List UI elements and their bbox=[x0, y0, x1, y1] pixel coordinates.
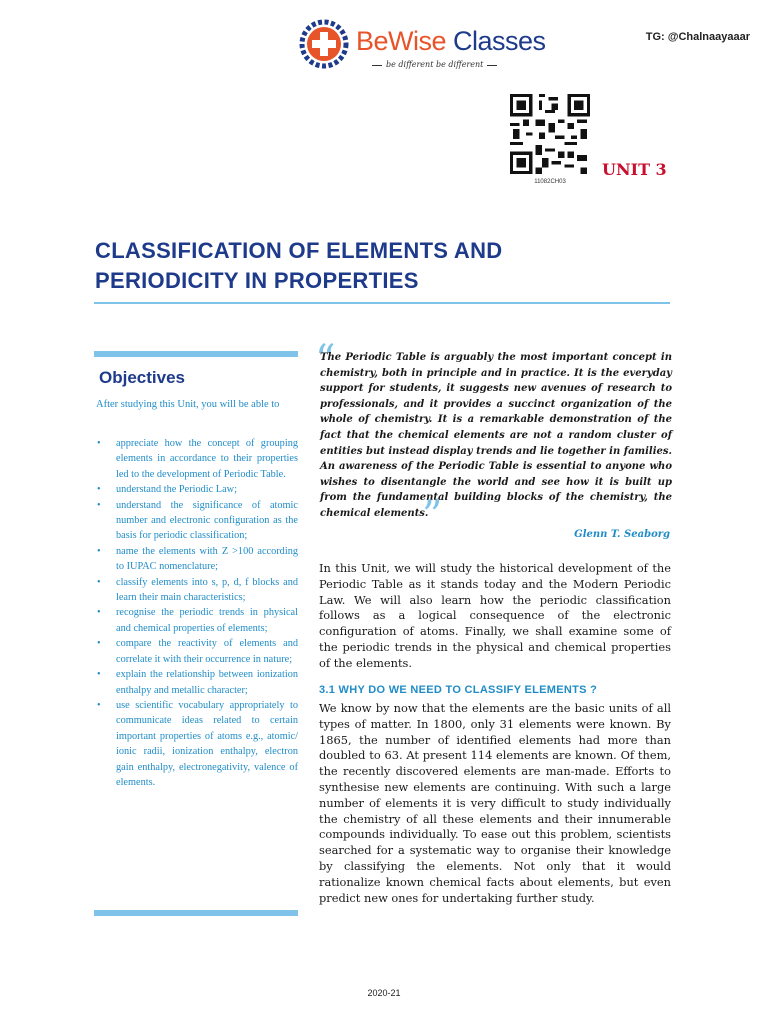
objective-item: • recognise the periodic trends in physical and chemical properties of elements; bbox=[96, 605, 298, 636]
quote-author: Glenn T. Seaborg bbox=[574, 529, 670, 540]
objective-item: • classify elements into s, p, d, f blocks and learn their main characteristics; bbox=[96, 575, 298, 606]
telegram-handle: TG: @Chalnaayaaar bbox=[645, 31, 750, 43]
objectives-intro: After studying this Unit, you will be able to bbox=[96, 399, 280, 410]
objective-item: • appreciate how the concept of grouping elements in accordance to their properties led to the development of Periodic Table. bbox=[96, 436, 298, 482]
brand-tagline: be different be different bbox=[368, 60, 501, 69]
objective-item: • compare the reactivity of elements and correlate it with their occurrence in nature; bbox=[96, 636, 298, 667]
objective-item: • use scientific vocabulary appropriately to communicate ideas related to certain important properties of atoms e.g., atomic/ ionic radii, ionization enthalpy, electron gain enthalpy, electronegativity, valence of elements. bbox=[96, 698, 298, 790]
chapter-title bbox=[95, 236, 675, 296]
quote-text: The Periodic Table is arguably the most important concept in chemistry, both in principle and in practice. It is the everyday support for students, it suggests new avenues of research to professionals, and it provides a succinct organization of the whole of chemistry. It is a remarkable demonstration of the fact that the chemical elements are not a random cluster of entities but instead display trends and lie together in families. An awareness of the Periodic Table is essential to anyone who wishes to disentangle the world and see how it is built up from the fundamental building blocks of the chemistry, the chemical elements. bbox=[320, 352, 672, 519]
qr-code-icon bbox=[510, 94, 590, 174]
section-heading: 3.1 WHY DO WE NEED TO CLASSIFY ELEMENTS ? bbox=[319, 684, 598, 696]
objective-item: • understand the significance of atomic number and electronic configuration as the basis for periodic classification; bbox=[96, 498, 298, 544]
open-quote-icon: “ bbox=[315, 337, 336, 383]
objectives-top-bar bbox=[94, 351, 298, 357]
objectives-heading: Objectives bbox=[99, 368, 185, 387]
brand-name: BeWise Classes bbox=[356, 26, 546, 56]
chapter-title-line-2: PERIODICITY IN PROPERTIES bbox=[95, 268, 419, 293]
page-number: 2020-21 bbox=[367, 988, 401, 998]
chapter-title-line-1: CLASSIFICATION OF ELEMENTS AND bbox=[95, 238, 503, 263]
unit-label: UNIT 3 bbox=[602, 160, 667, 179]
objectives-bottom-bar bbox=[94, 910, 298, 916]
objectives-list bbox=[96, 436, 298, 790]
qr-code-id: 11082CH03 bbox=[534, 179, 566, 185]
objective-item: • understand the Periodic Law; bbox=[96, 482, 298, 497]
close-quote-icon: ” bbox=[422, 493, 443, 539]
intro-paragraph: In this Unit, we will study the historical development of the Periodic Table as it stands today and the Modern Periodic Law. We will also learn how the periodic classification follows as a logical consequence of the electronic configuration of atoms. Finally, we shall examine some of the periodic trends in the physical and chemical properties of the elements. bbox=[319, 561, 671, 670]
gear-logo-icon bbox=[298, 18, 350, 70]
objective-item: • name the elements with Z >100 according to IUPAC nomenclature; bbox=[96, 544, 298, 575]
title-divider bbox=[94, 302, 670, 304]
objective-item: • explain the relationship between ionization enthalpy and metallic character; bbox=[96, 667, 298, 698]
section-paragraph: We know by now that the elements are the basic units of all types of matter. In 1800, only 31 elements were known. By 1865, the number of identified elements had more than doubled to 63. At present 114 elements are known. Of them, the recently discovered elements are man-made. Efforts to synthesise new elements are continuing. With such a large number of elements it is very difficult to study individually the chemistry of all these elements and their innumerable compounds individually. To ease out this problem, scientists searched for a systematic way to organise their knowledge by classifying the elements. Not only that it would rationalize known chemical facts about elements, but even predict new ones for undertaking further study. bbox=[319, 701, 671, 905]
bewise-logo bbox=[298, 18, 546, 72]
